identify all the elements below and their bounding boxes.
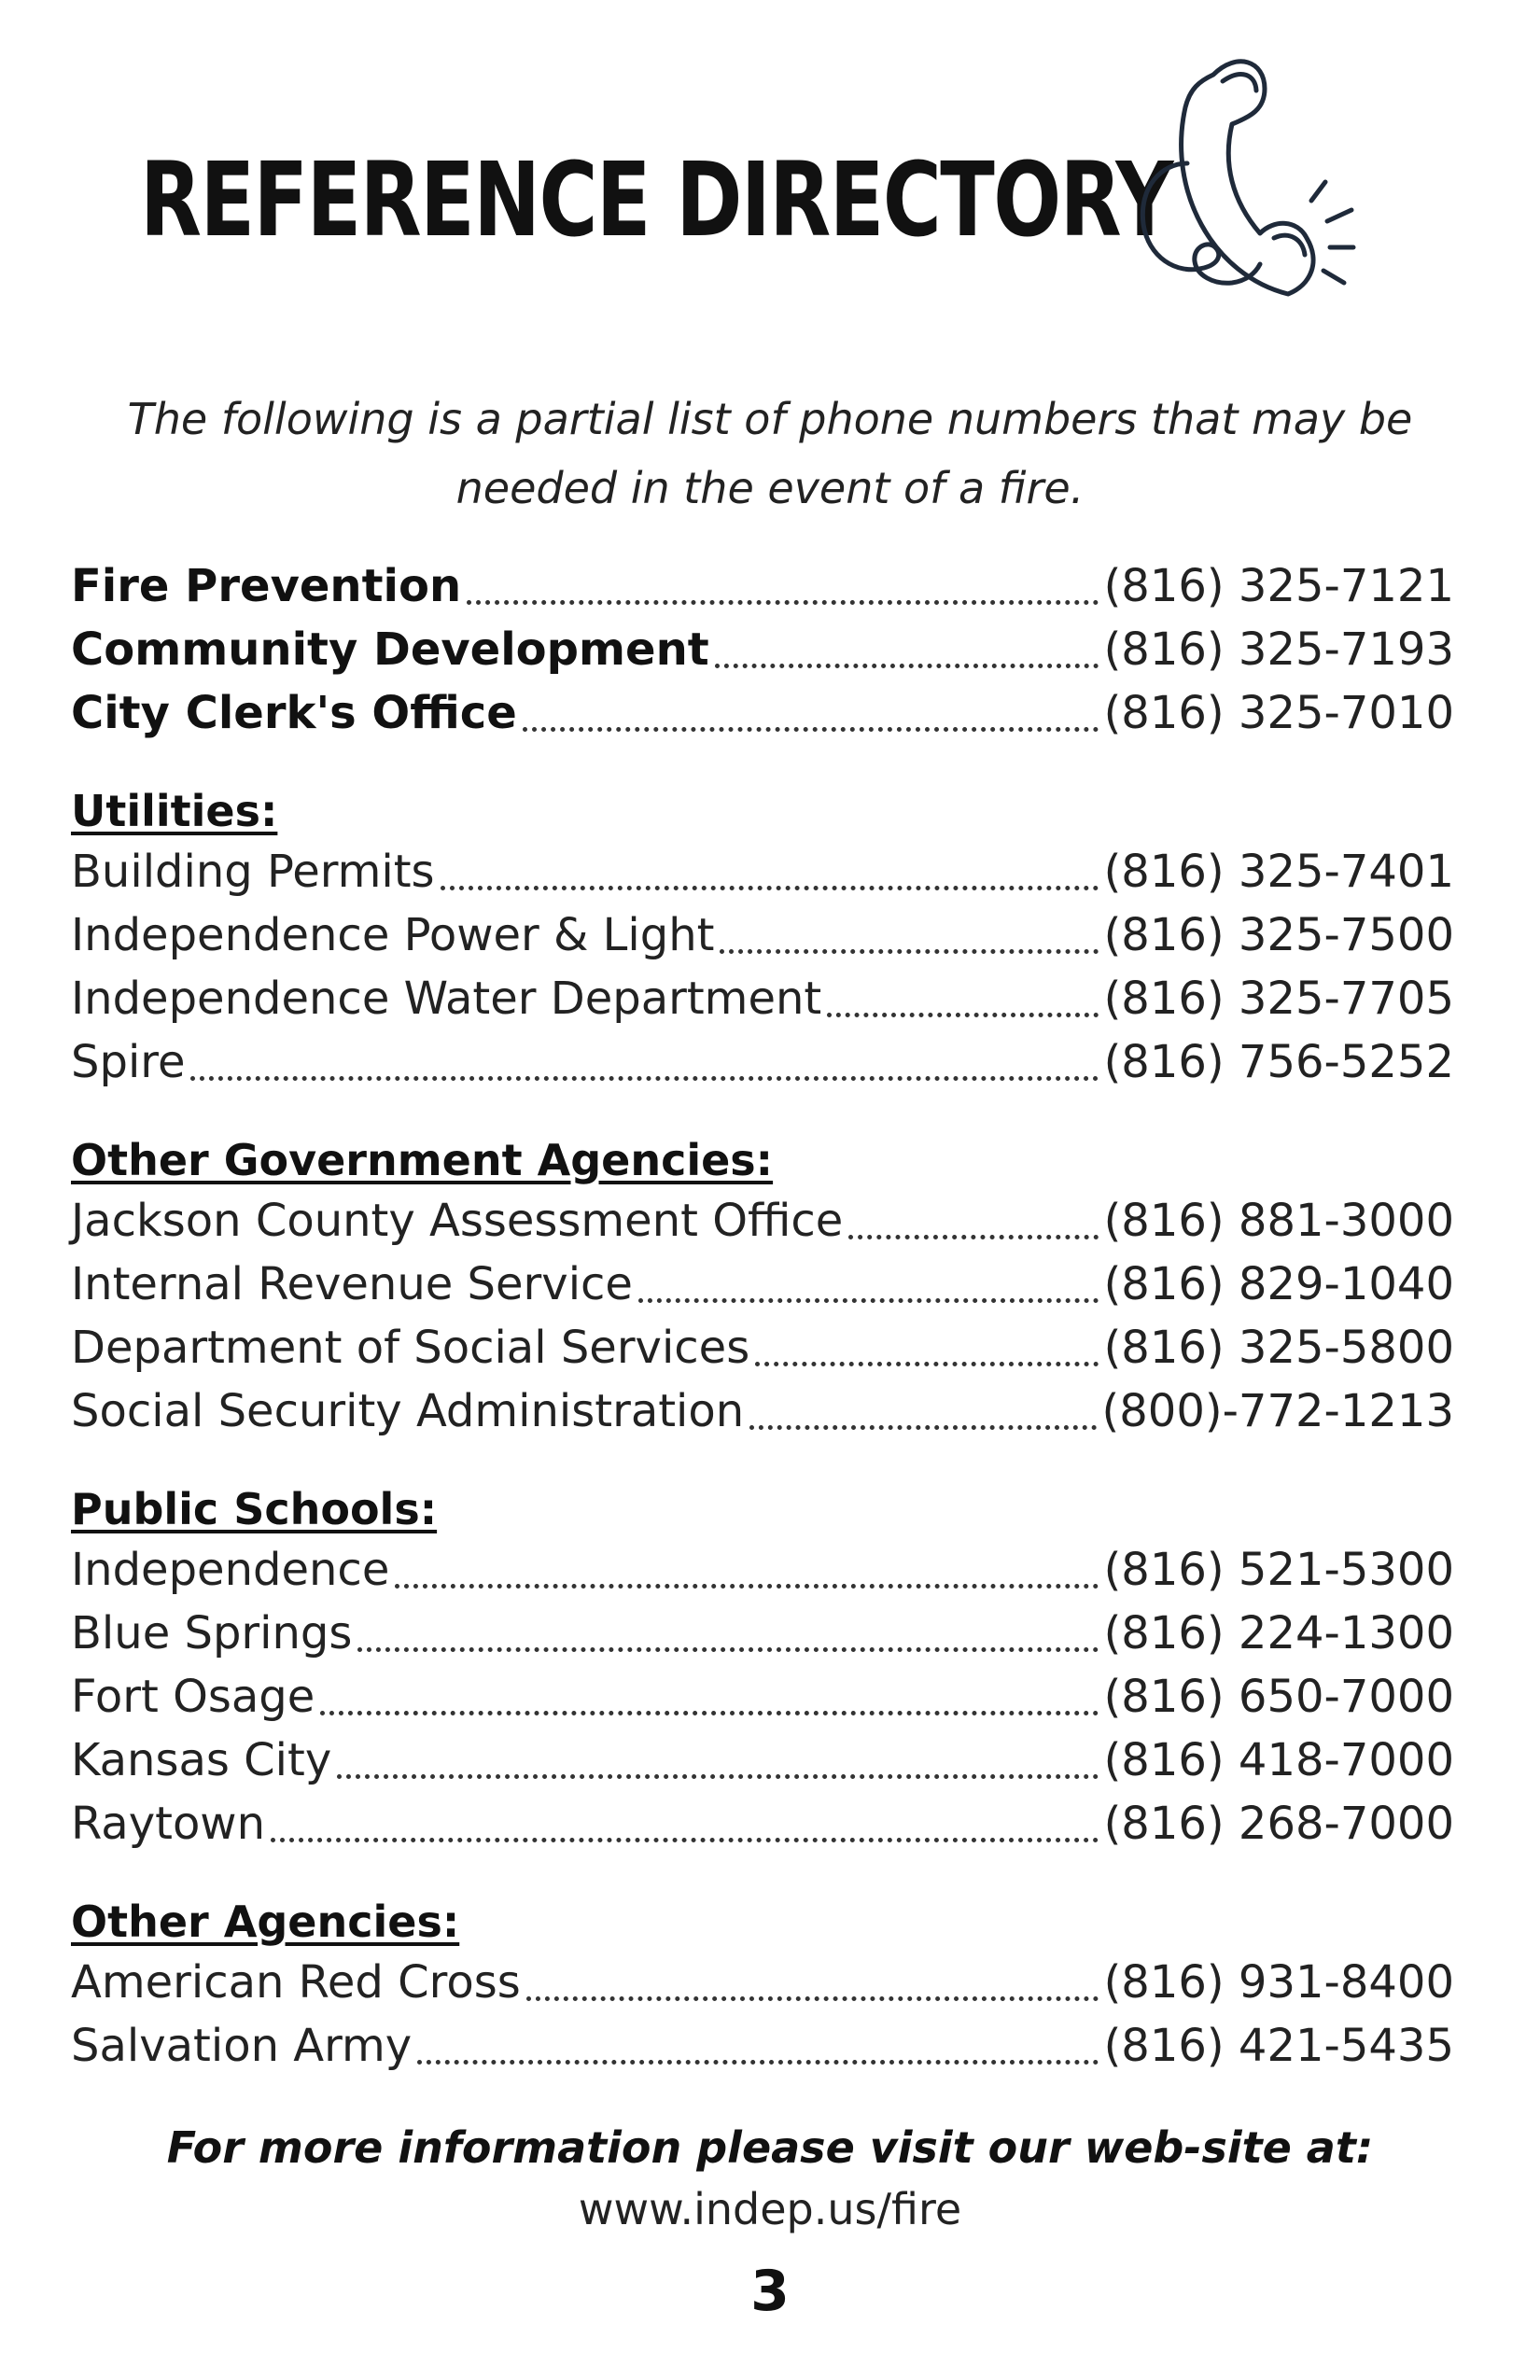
contact-name: Fire Prevention bbox=[71, 560, 462, 612]
dot-leader bbox=[526, 1996, 1099, 2001]
contact-name: Salvation Army bbox=[71, 2020, 413, 2072]
contact-row bbox=[71, 846, 1454, 902]
contact-name: Raytown bbox=[71, 1798, 265, 1850]
contact-row bbox=[71, 1036, 1454, 1092]
footer-text: For more information please visit our web-site at: bbox=[166, 2122, 1374, 2173]
contact-name: Building Permits bbox=[71, 846, 435, 898]
telephone-receiver-icon bbox=[1073, 23, 1391, 331]
dot-leader bbox=[523, 727, 1099, 732]
section-heading-utilities: Utilities: bbox=[71, 786, 278, 836]
contact-phone: (816) 418-7000 bbox=[1103, 1734, 1454, 1786]
contact-phone: (800)-772-1213 bbox=[1101, 1385, 1454, 1437]
contact-row bbox=[71, 1258, 1454, 1314]
section-heading-schools: Public Schools: bbox=[71, 1484, 438, 1534]
dot-leader bbox=[467, 600, 1098, 605]
dot-leader bbox=[417, 2060, 1098, 2065]
contact-name: Blue Springs bbox=[71, 1607, 353, 1659]
contact-phone: (816) 325-7500 bbox=[1103, 909, 1454, 961]
dot-leader bbox=[190, 1076, 1098, 1081]
dot-leader bbox=[638, 1298, 1099, 1303]
contact-row bbox=[71, 1798, 1454, 1854]
contact-row bbox=[71, 1322, 1454, 1378]
dot-leader bbox=[441, 886, 1099, 890]
dot-leader bbox=[848, 1235, 1098, 1239]
contact-phone: (816) 268-7000 bbox=[1103, 1798, 1454, 1850]
contact-phone: (816) 521-5300 bbox=[1103, 1544, 1454, 1596]
contact-phone: (816) 829-1040 bbox=[1103, 1258, 1454, 1310]
contact-name: Community Development bbox=[71, 623, 709, 676]
dot-leader bbox=[755, 1362, 1098, 1366]
contact-name: Jackson County Assessment Office bbox=[71, 1195, 844, 1247]
contact-row bbox=[71, 2020, 1454, 2076]
contact-name: Spire bbox=[71, 1036, 186, 1088]
contact-phone: (816) 756-5252 bbox=[1103, 1036, 1454, 1088]
contact-name: City Clerk's Office bbox=[71, 687, 517, 739]
contact-phone: (816) 325-7401 bbox=[1103, 846, 1454, 898]
contact-row-city-clerk bbox=[71, 687, 1454, 743]
contact-phone: (816) 224-1300 bbox=[1103, 1607, 1454, 1659]
contact-row bbox=[71, 1544, 1454, 1600]
contact-name: Independence Water Department bbox=[71, 973, 822, 1025]
contact-row bbox=[71, 1956, 1454, 2012]
contact-name: Fort Osage bbox=[71, 1671, 315, 1723]
dot-leader bbox=[320, 1711, 1098, 1715]
contact-row bbox=[71, 1195, 1454, 1251]
contact-phone: (816) 325-7705 bbox=[1103, 973, 1454, 1025]
dot-leader bbox=[395, 1584, 1098, 1589]
dot-leader bbox=[715, 664, 1099, 668]
contact-phone: (816) 325-7193 bbox=[1103, 623, 1454, 676]
dot-leader bbox=[749, 1425, 1096, 1430]
dot-leader bbox=[827, 1013, 1098, 1017]
contact-phone: (816) 325-7010 bbox=[1103, 687, 1454, 739]
contact-name: Internal Revenue Service bbox=[71, 1258, 633, 1310]
contact-phone: (816) 325-5800 bbox=[1103, 1322, 1454, 1374]
website-link[interactable]: www.indep.us/fire bbox=[578, 2184, 962, 2234]
contact-name: American Red Cross bbox=[71, 1956, 521, 2009]
dot-leader bbox=[337, 1774, 1098, 1779]
dot-leader bbox=[720, 949, 1098, 954]
contact-phone: (816) 650-7000 bbox=[1103, 1671, 1454, 1723]
contact-phone: (816) 931-8400 bbox=[1103, 1956, 1454, 2009]
contact-name: Independence Power & Light bbox=[71, 909, 715, 961]
page-title: REFERENCE DIRECTORY bbox=[140, 140, 1172, 259]
contact-row bbox=[71, 1671, 1454, 1727]
dot-leader bbox=[271, 1838, 1099, 1842]
contact-row bbox=[71, 1734, 1454, 1790]
section-heading-other-agencies: Other Agencies: bbox=[71, 1897, 460, 1947]
contact-phone: (816) 881-3000 bbox=[1103, 1195, 1454, 1247]
contact-row bbox=[71, 1607, 1454, 1663]
intro-text: The following is a partial list of phone numbers that may be needed in the event of a fire. bbox=[127, 394, 1413, 513]
contact-name: Kansas City bbox=[71, 1734, 332, 1786]
contact-phone: (816) 421-5435 bbox=[1103, 2020, 1454, 2072]
contact-row bbox=[71, 973, 1454, 1029]
contact-row bbox=[71, 1385, 1454, 1441]
contact-row-fire-prevention bbox=[71, 560, 1454, 616]
section-heading-government: Other Government Agencies: bbox=[71, 1135, 774, 1185]
page-number: 3 bbox=[750, 2259, 790, 2324]
contact-row bbox=[71, 909, 1454, 965]
contact-name: Department of Social Services bbox=[71, 1322, 750, 1374]
contact-phone: (816) 325-7121 bbox=[1103, 560, 1454, 612]
dot-leader bbox=[357, 1647, 1098, 1652]
contact-name: Social Security Administration bbox=[71, 1385, 745, 1437]
contact-name: Independence bbox=[71, 1544, 390, 1596]
contact-row-community-development bbox=[71, 623, 1454, 679]
